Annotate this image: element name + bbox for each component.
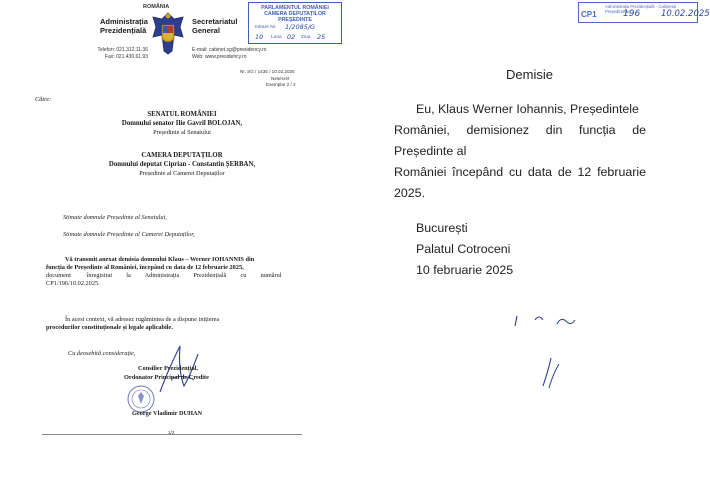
resignation-title: Demisie (506, 67, 553, 82)
paragraph-line: document înregistrat la Administrația Prezidențială cu numărul (46, 272, 282, 279)
resignation-body (394, 99, 646, 204)
stamp-month-label: Luna (271, 35, 282, 40)
letter-paragraph-2 (46, 316, 302, 332)
copy-label: Exemplar 2 / 2 (266, 82, 296, 87)
reference-number: Nr. SG / 1435 / 10.02.2025 (240, 69, 295, 74)
paragraph-line: Vă transmit anexat demisia domnului Klaus – Werner IOHANNIS din (65, 256, 255, 263)
resignation-place: Palatul Cotroceni (416, 242, 511, 256)
recipient-senate (92, 110, 272, 137)
contact-web-block (192, 47, 266, 60)
closing-line: Cu deosebită considerație, (68, 350, 136, 357)
registration-cp-label: CP1 (581, 10, 597, 19)
resignation-date: 10 februarie 2025 (416, 263, 514, 277)
signatory-name: George Vladimir DUHAN (132, 410, 203, 417)
classification-label: Nesecret (271, 76, 290, 81)
stamp-line: PARLAMENTUL ROMÂNIEI (261, 5, 329, 11)
resignation-line: României, demisionez din funcția de Președinte al (394, 123, 646, 158)
recipient-role: Președinte al Senatului (153, 129, 211, 136)
stamp-month-value: 02 (287, 33, 296, 41)
department-name (192, 17, 237, 35)
salutation-chamber: Stimate domnule Președinte al Camerei Deputaților, (63, 231, 195, 238)
institution-line: Administrația (100, 17, 148, 26)
to-label: Către: (35, 96, 52, 103)
registration-header: Administrația Prezidențială - Cabinetul Președintelui (605, 4, 676, 14)
registration-date: 10.02.2025 (661, 9, 710, 19)
recipient-chamber (92, 151, 272, 178)
institution-name (100, 17, 146, 35)
stamp-entry-value: 1/2085/G (285, 23, 316, 31)
recipient-institution: SENATUL ROMÂNIEI (147, 111, 217, 118)
contact-phone-block (92, 47, 148, 60)
stamp-line: CAMERA DEPUTAȚILOR (264, 11, 326, 17)
resignation-line: României începând cu data de 12 februarie 2025. (394, 165, 646, 200)
paragraph-line: În acest context, vă adresez rugămintea de a dispune inițierea (65, 316, 220, 323)
cover-letter-page (0, 0, 352, 492)
registration-number: 196 (623, 9, 641, 19)
recipient-person: Domnului senator Ilie Gavril BOLOJAN, (121, 120, 243, 127)
stamp-day-value: 10 (255, 33, 264, 41)
recipient-institution: CAMERA DEPUTAȚILOR (141, 152, 223, 159)
stamp-year-value: 25 (317, 33, 326, 41)
resignation-place-block (416, 218, 513, 281)
salutation-senate: Stimate domnule Președinte al Senatului, (63, 214, 167, 221)
resignation-city: București (416, 221, 468, 235)
contact-fax: Fax: 021.430.61.93 (104, 53, 148, 60)
contact-web: Web: www.presidency.ro (192, 53, 247, 60)
resignation-line: Eu, Klaus Werner Iohannis, Președintele (416, 102, 639, 116)
presidential-registration-box (578, 2, 710, 23)
signatory-title: Ordonator Principal de Credite (124, 374, 209, 381)
chamber-registration-stamp (248, 2, 342, 44)
paragraph-line: CP1/196/10.02.2025. (46, 280, 100, 287)
contact-email: E-mail: cabinet.sg@presidency.ro (192, 47, 267, 53)
coat-of-arms-icon (150, 11, 186, 55)
letter-paragraph-1 (46, 256, 302, 288)
recipient-person: Domnului deputat Ciprian - Constantin ȘERBAN, (108, 161, 256, 168)
department-line: General (192, 26, 220, 35)
page-number: 1/2 (168, 430, 175, 435)
country-label: ROMÂNIA (143, 4, 170, 10)
contact-phone: Telefon: 021.312.11.36 (97, 47, 148, 53)
signatory-title: Consilier Prezidențial, (138, 365, 198, 372)
institution-line: Prezidențială (100, 26, 147, 35)
president-signature (505, 312, 595, 396)
stamp-line: PREȘEDINTE (278, 17, 312, 23)
recipient-role: Președinte al Camerei Deputaților (139, 170, 225, 177)
stamp-year-label: Ziua (301, 35, 311, 40)
stamp-entry-label: Intrare Nr. (255, 25, 277, 30)
department-line: Secretariatul (192, 17, 238, 26)
paragraph-line: funcția de Președinte al României, începând cu data de 12 februarie 2025, (46, 264, 244, 271)
paragraph-line: procedurilor constituționale și legale aplicabile. (46, 324, 173, 331)
